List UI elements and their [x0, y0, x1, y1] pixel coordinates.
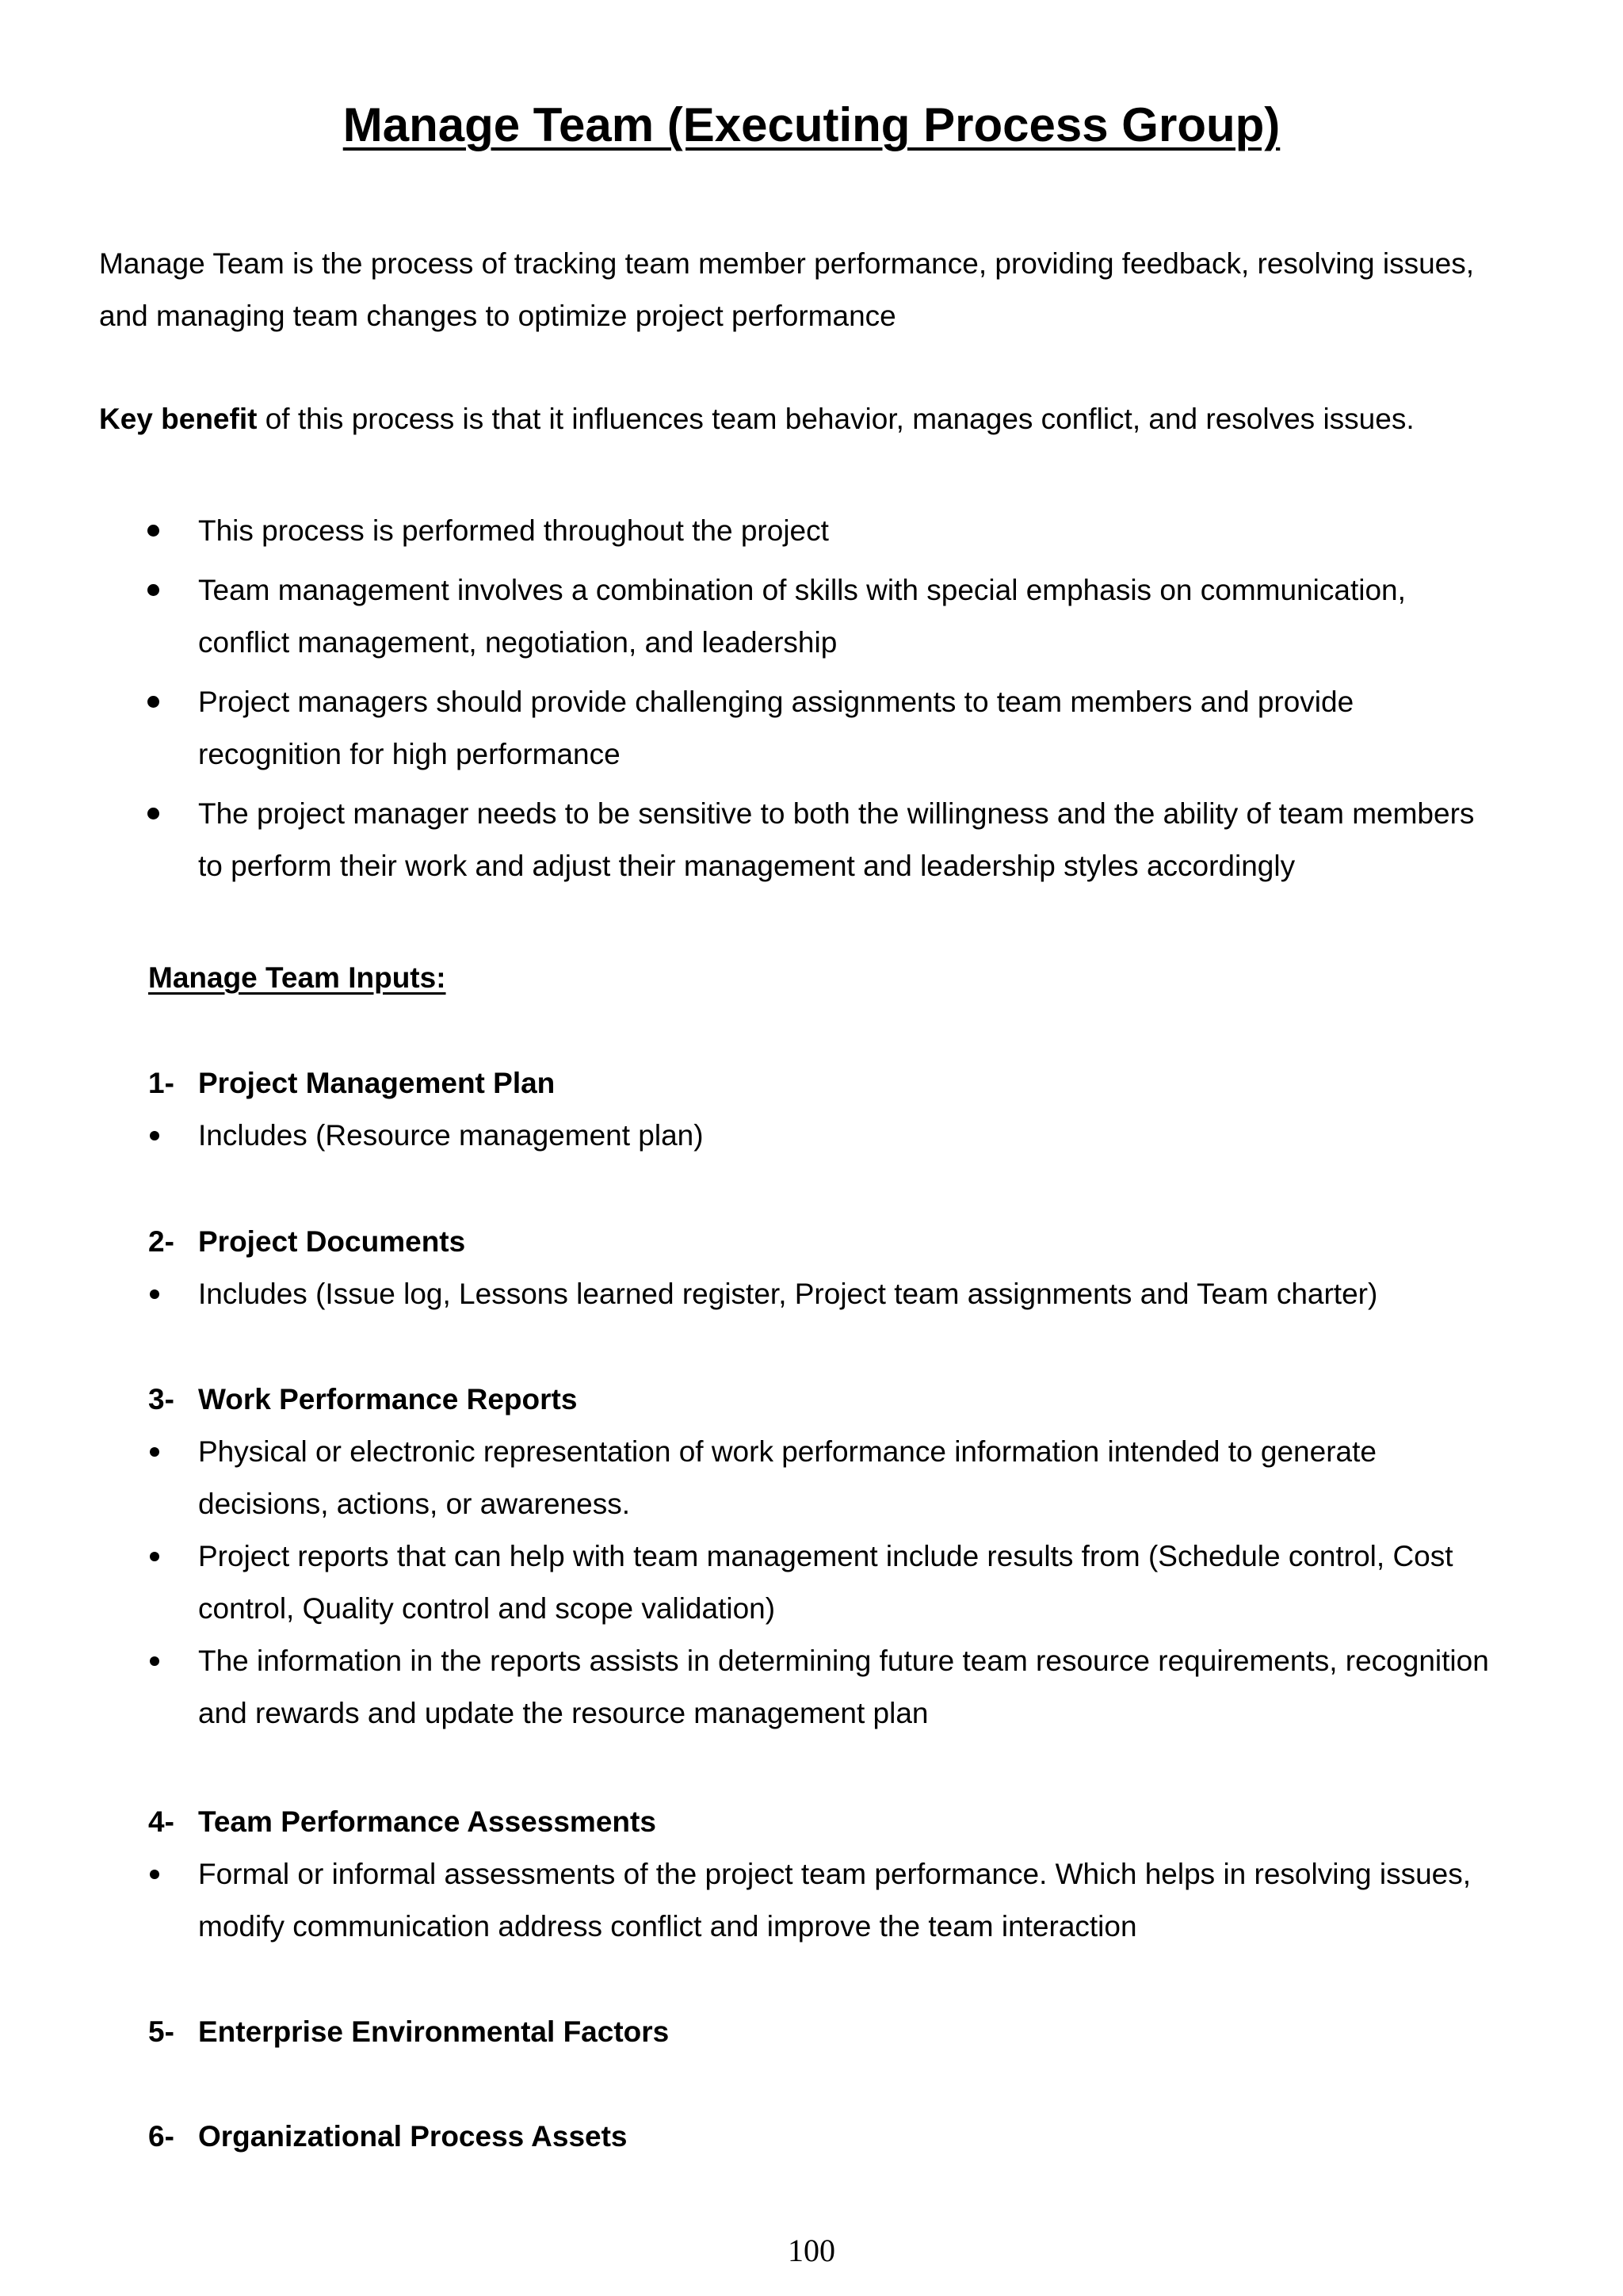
bullet-line: The project manager needs to be sensitive to both the willingness and the ability of team members: [198, 797, 1475, 830]
bullet-line: Project managers should provide challenging assignments to team members and provide: [198, 686, 1354, 718]
bullet-line: Team management involves a combination of skills with special emphasis on communication,: [198, 574, 1406, 606]
input-item-organizational-process-assets: [148, 2111, 1543, 2163]
overview-bullet-item: [99, 788, 1549, 892]
bullet-dot-icon: [147, 696, 159, 708]
bullet-line: Project reports that can help with team management include results from (Schedule control, Cost: [198, 1540, 1453, 1572]
bullet-line: conflict management, negotiation, and leadership: [198, 626, 838, 659]
bullet-line: Includes (Resource management plan): [198, 1119, 704, 1152]
input-heading: [148, 1796, 1543, 1848]
bullet-dot-icon: [147, 584, 159, 596]
bullet-dot-icon: [150, 1131, 159, 1140]
bullet-line: The information in the reports assists in determining future team resource requirements, recognition: [198, 1645, 1489, 1677]
intro-paragraph: [99, 238, 1526, 342]
bullet-line: to perform their work and adjust their management and leadership styles accordingly: [198, 850, 1296, 882]
input-heading: [148, 2111, 1543, 2163]
bullet-line: control, Quality control and scope validation): [198, 1592, 776, 1625]
input-title: Team Performance Assessments: [198, 1805, 656, 1838]
bullet-line: Physical or electronic representation of work performance information intended to generate: [198, 1435, 1377, 1468]
input-item-project-management-plan: [148, 1057, 1543, 1162]
bullet-line: This process is performed throughout the project: [198, 514, 829, 547]
bullet-dot-icon: [147, 525, 159, 537]
input-number: 2-: [148, 1225, 174, 1258]
overview-bullet-item: [99, 505, 1549, 557]
input-sub-bullet: [148, 1848, 1543, 1953]
input-number: 4-: [148, 1805, 174, 1838]
input-heading: [148, 2006, 1543, 2058]
page-title: Manage Team (Executing Process Group): [342, 98, 1281, 151]
input-number: 6-: [148, 2120, 174, 2153]
input-title: Project Management Plan: [198, 1067, 556, 1099]
bullet-dot-icon: [150, 1447, 159, 1457]
input-sub-bullet: [148, 1268, 1543, 1320]
bullet-dot-icon: [150, 1656, 159, 1666]
intro-line-2: and managing team changes to optimize project performance: [99, 300, 896, 332]
input-item-work-performance-reports: [148, 1373, 1543, 1740]
key-benefit-text: of this process is that it influences team behavior, manages conflict, and resolves issues.: [257, 403, 1415, 435]
input-item-team-performance-assessments: [148, 1796, 1543, 1953]
input-title: Project Documents: [198, 1225, 466, 1258]
overview-bullet-item: [99, 564, 1549, 669]
bullet-dot-icon: [147, 808, 159, 819]
key-benefit-paragraph: [99, 393, 1526, 445]
input-heading: [148, 1057, 1543, 1110]
inputs-heading: Manage Team Inputs:: [148, 961, 446, 994]
input-number: 5-: [148, 2015, 174, 2048]
input-title: Organizational Process Assets: [198, 2120, 628, 2153]
input-sub-bullet: [148, 1635, 1543, 1740]
input-sub-bullet: [148, 1530, 1543, 1635]
bullet-line: Includes (Issue log, Lessons learned register, Project team assignments and Team charter): [198, 1278, 1378, 1310]
bullet-dot-icon: [150, 1552, 159, 1561]
input-number: 1-: [148, 1067, 174, 1099]
bullet-line: decisions, actions, or awareness.: [198, 1488, 630, 1520]
bullet-dot-icon: [150, 1870, 159, 1879]
input-heading: [148, 1216, 1543, 1268]
key-benefit-label: Key benefit: [99, 403, 258, 435]
intro-line-1: Manage Team is the process of tracking team member performance, providing feedback, resolving issues,: [99, 247, 1475, 280]
input-sub-bullet: [148, 1426, 1543, 1530]
bullet-line: recognition for high performance: [198, 738, 621, 770]
overview-bullet-item: [99, 676, 1549, 781]
page-number: 100: [788, 2233, 835, 2268]
input-number: 3-: [148, 1383, 174, 1415]
input-item-enterprise-environmental-factors: [148, 2006, 1543, 2058]
bullet-line: Formal or informal assessments of the project team performance. Which helps in resolving issues,: [198, 1858, 1472, 1890]
input-title: Work Performance Reports: [198, 1383, 578, 1415]
input-sub-bullet: [148, 1110, 1543, 1162]
bullet-dot-icon: [150, 1289, 159, 1299]
input-heading: [148, 1373, 1543, 1426]
bullet-line: modify communication address conflict and improve the team interaction: [198, 1910, 1137, 1943]
input-title: Enterprise Environmental Factors: [198, 2015, 670, 2048]
bullet-line: and rewards and update the resource management plan: [198, 1697, 929, 1729]
input-item-project-documents: [148, 1216, 1543, 1320]
overview-bullet-list: [99, 505, 1549, 900]
